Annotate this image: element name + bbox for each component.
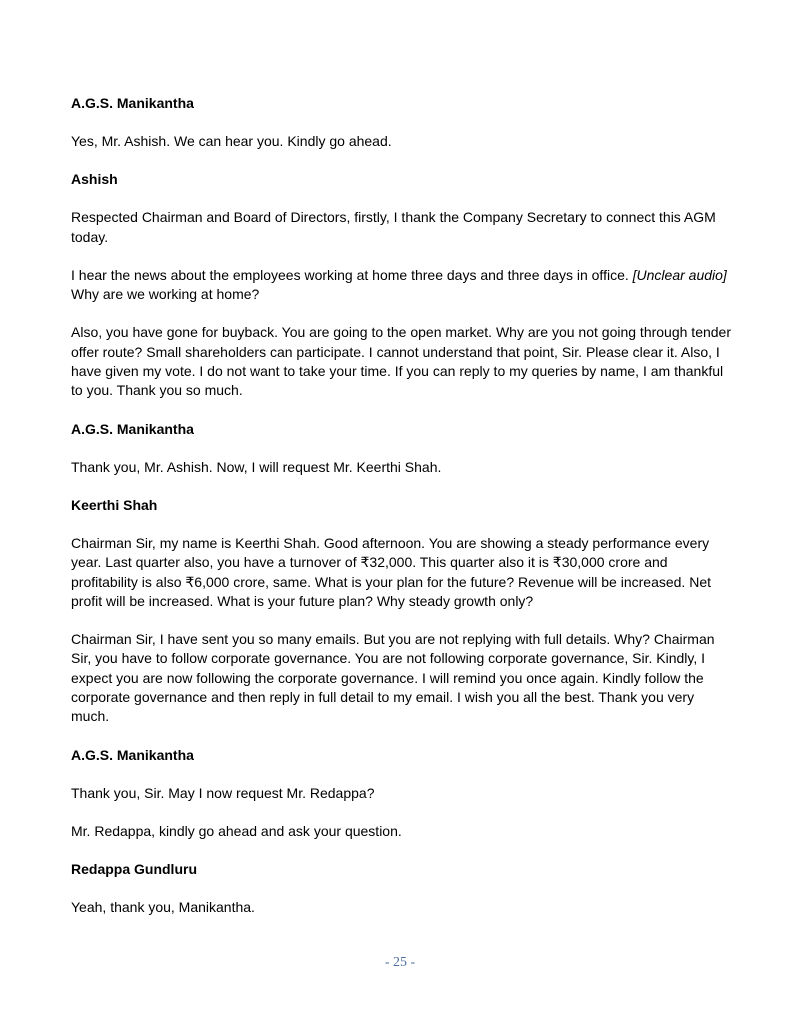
paragraph: Yes, Mr. Ashish. We can hear you. Kindly go ahead. (71, 133, 392, 149)
paragraph: Thank you, Sir. May I now request Mr. Redappa? (71, 784, 375, 801)
paragraph: Chairman Sir, I have sent you so many emails. But you are not replying with full details. Why? Chairman Sir, you have to follow corporate governance. You are not following corporate governance, Sir. Kindly, I expect you are now following the corporate governance. I will remind you once again. Kindly follow the corporate governance and then reply in full detail to my email. I wish you all the best. Thank you very much. (71, 631, 715, 725)
page-number: - 25 - (384, 955, 416, 970)
paragraph: Chairman Sir, my name is Keerthi Shah. Good afternoon. You are showing a steady performance every year. Last quarter also, you have a turnover of ₹32,000. This quarter also it is ₹30,000 crore and profitability is also ₹6,000 crore, same. What is your plan for the future? Revenue will be increased. Net profit will be increased. What is your future plan? Why steady growth only? (71, 534, 711, 609)
paragraph: Mr. Redappa, kindly go ahead and ask your question. (71, 822, 402, 839)
speaker-name: A.G.S. Manikantha (71, 95, 194, 111)
unclear-audio-note: [Unclear audio] (632, 266, 727, 283)
speaker-name: A.G.S. Manikantha (71, 420, 194, 437)
paragraph: Thank you, Mr. Ashish. Now, I will request Mr. Keerthi Shah. (71, 458, 442, 475)
paragraph: Also, you have gone for buyback. You are going to the open market. Why are you not going through tender offer route? Small shareholders can participate. I cannot understand that point, Sir. Please clear it. Also, I have given my vote. I do not want to take your time. If you can reply to my queries by name, I am thankful to you. Thank you so much. (71, 324, 731, 399)
paragraph (71, 266, 736, 305)
paragraph-text-continued: Why are we working at home? (71, 286, 260, 303)
speaker-name: Redappa Gundluru (71, 861, 197, 878)
paragraph: Yeah, thank you, Manikantha. (71, 899, 255, 916)
speaker-name: Keerthi Shah (71, 496, 158, 513)
transcript-body (71, 94, 736, 937)
speaker-name: Ashish (71, 171, 118, 188)
speaker-name: A.G.S. Manikantha (71, 746, 194, 763)
paragraph-text: I hear the news about the employees working at home three days and three days in office. (71, 266, 633, 283)
paragraph: Respected Chairman and Board of Directors, firstly, I thank the Company Secretary to connect this AGM today. (71, 209, 716, 245)
